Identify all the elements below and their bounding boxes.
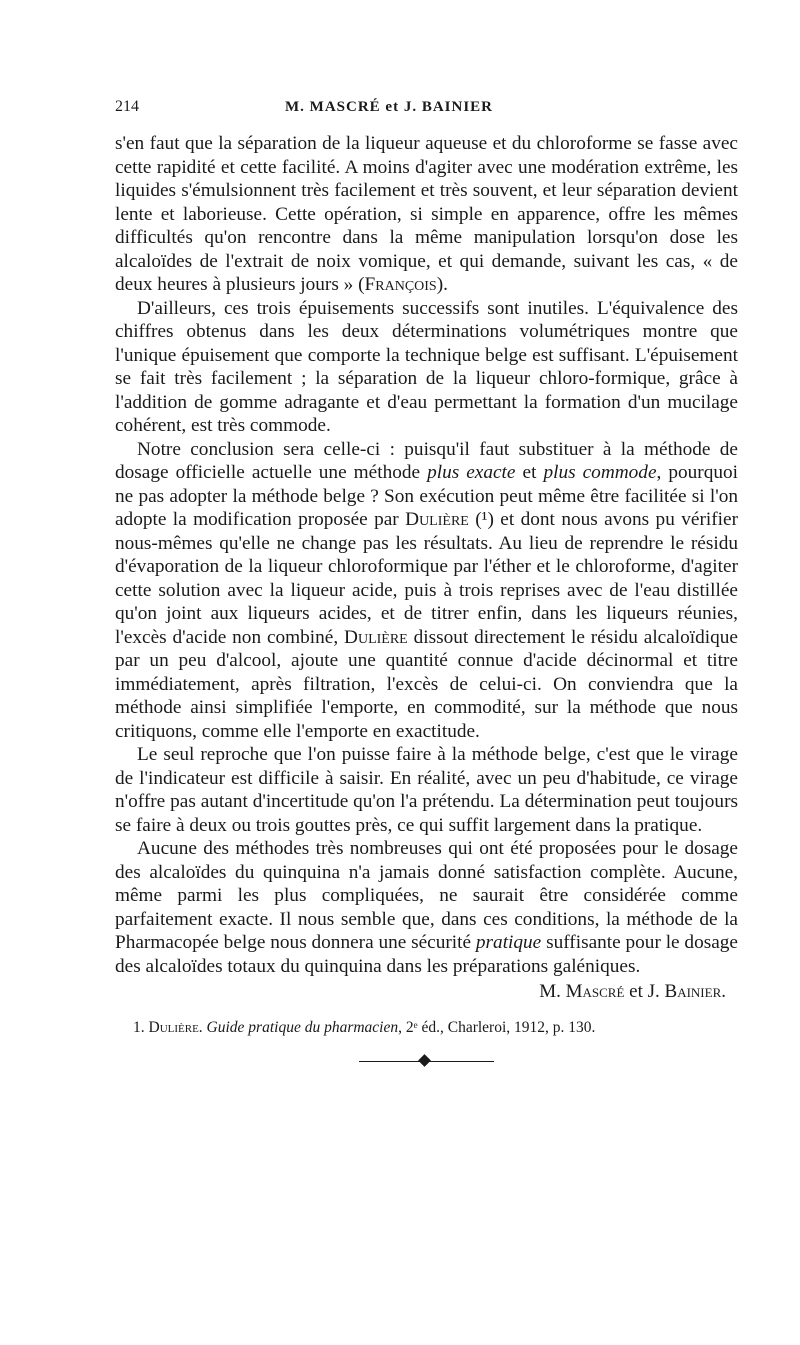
italic-text: plus commode xyxy=(543,462,657,483)
text-segment: Notre conclusion sera celle-ci : puisqu'il faut substituer à la méthode de dosage officielle actuelle une méthode xyxy=(115,438,738,483)
footnote-author: Dulière xyxy=(148,1019,199,1036)
paragraph xyxy=(115,438,738,744)
signature-prefix: M. xyxy=(539,981,566,1002)
diamond-icon xyxy=(418,1054,431,1067)
small-caps-name: François xyxy=(364,274,437,295)
text-segment: Le seul reproche que l'on puisse faire à la méthode belge, c'est que le virage de l'indicateur est difficile à saisir. En réalité, avec un peu d'habitude, ce virage n'offre pas autant d'incertitude qu'on l'a prétendu. La détermination peut toujours se faire à deux ou trois gouttes près, ce qui suffit largement dans la pratique. xyxy=(115,744,738,836)
italic-text: plus exacte xyxy=(427,462,516,483)
text-segment: , pourquoi ne pas adopter la méthode belge ? Son exécution peut même être facilitée si l'on adopte la modification proposée par xyxy=(115,462,738,530)
signature-author-1: Mascré xyxy=(565,981,625,1002)
text-segment: (¹) et dont nous avons pu vérifier nous-mêmes qu'elle ne change pas les résultats. Au lieu de reprendre le résidu d'évaporation de la liqueur chloroformique par l'éther et le chloroforme, d'agiter cette solution avec la liqueur acide, puis à trois reprises avec de l'eau distillée qu'on joint aux liqueurs acides, et de titrer enfin, dans les liqueurs réunies, l'excès d'acide non combiné, xyxy=(115,509,738,648)
end-ornament xyxy=(359,1054,494,1068)
running-title: M. MASCRÉ et J. BAINIER xyxy=(285,99,493,115)
page xyxy=(115,98,738,1068)
footnote-details: , 2ᵉ éd., Charleroi, 1912, p. 130. xyxy=(398,1019,596,1036)
footnote-separator: . xyxy=(198,1019,207,1036)
text-segment: dissout directement le résidu alcaloïdique par un peu d'alcool, ajoute une quantité connue d'acide décinormal et titre immédiatement, après filtration, l'excès de celui-ci. On conviendra que la méthode ainsi simplifiée l'emporte, en commodité, sur la méthode que nous critiquons, comme elle l'emporte en exactitude. xyxy=(115,626,738,742)
text-segment: ). xyxy=(436,274,448,295)
paragraph xyxy=(115,132,738,297)
running-header xyxy=(115,98,738,122)
small-caps-name: Dulière xyxy=(344,626,408,648)
small-caps-name: Dulière xyxy=(405,509,469,530)
italic-text: pratique xyxy=(475,932,542,953)
paragraph xyxy=(115,743,738,837)
signature-conjunction: et J. xyxy=(624,981,665,1002)
signature xyxy=(115,980,738,1004)
text-segment: s'en faut que la séparation de la liqueur aqueuse et du chloroforme se fasse avec cette rapidité et cette facilité. A moins d'agiter avec une modération extrême, les liquides s'émulsionnent très facilement et très souvent, et leur séparation devient lente et laborieuse. Cette opération, si simple en apparence, offre les mêmes difficultés qu'on rencontre dans la même manipulation lorsqu'on dose les alcaloïdes de l'extrait de noix vomique, et qui demande, suivant les cas, « de deux heures à plusieurs jours » ( xyxy=(115,133,738,295)
paragraph xyxy=(115,837,738,978)
signature-suffix: . xyxy=(721,981,726,1002)
page-number: 214 xyxy=(115,98,139,115)
text-segment: Aucune des méthodes très nombreuses qui ont été proposées pour le dosage des alcaloïdes du quinquina n'a jamais donné satisfaction complète. Aucune, même parmi les plus compliquées, ne saurait être considérée comme parfaitement exacte. Il nous semble que, dans ces conditions, la méthode de la Pharmacopée belge nous donnera une sécurité xyxy=(115,838,738,953)
text-segment: et xyxy=(515,462,544,483)
footnote-number: 1. xyxy=(133,1019,149,1036)
paragraph xyxy=(115,297,738,438)
text-segment: suffisante pour le dosage des alcaloïdes totaux du quinquina dans les préparations galéniques. xyxy=(115,932,738,977)
signature-author-2: Bainier xyxy=(664,981,722,1002)
article-body xyxy=(115,132,738,978)
text-segment: D'ailleurs, ces trois épuisements successifs sont inutiles. L'équivalence des chiffres obtenus dans les deux déterminations volumétriques montre que l'unique épuisement que comporte la technique belge est suffisant. L'épuisement se fait très facilement ; la séparation de la liqueur chloro-formique, grâce à l'addition de gomme adragante et d'eau permettant la formation d'un mucilage cohérent, est très commode. xyxy=(115,297,738,436)
footnote xyxy=(115,1018,738,1038)
footnote-work-title: Guide pratique du pharmacien xyxy=(206,1019,399,1036)
